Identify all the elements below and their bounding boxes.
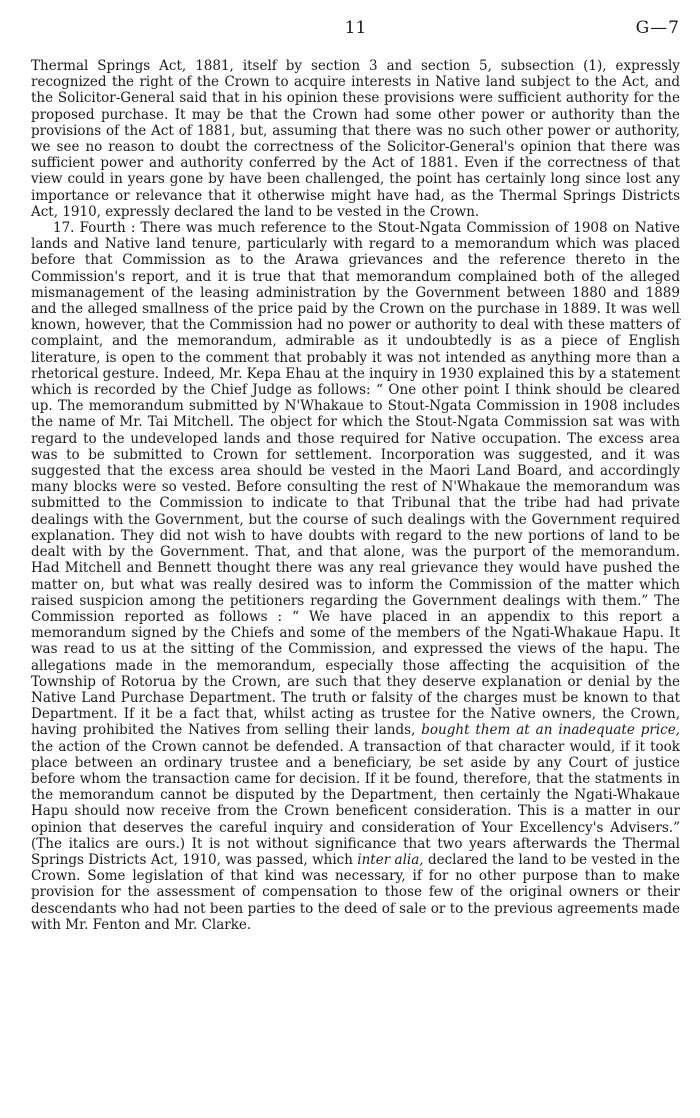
document-reference: G—7 — [635, 18, 680, 38]
paragraph-17-text-a: 17. Fourth : There was much reference to the Stout-Ngata Commission of 1908 on Native lands and Native land tenure, particularly with regard to a memorandum which was placed before that Commission as to the Arawa grievances and the reference thereto in the Commission's report, and it is true that that memorandum complained both of the alleged mismanagement of the leasing administration by the Government between 1880 and 1889 and the alleged smallness of the price paid by the Crown on the purchase in 1889. It was well known, however, that the Commission had no power or authority to deal with these matters of complaint, and the memorandum, admirable as it undoubtedly is as a piece of English literature, is open to the comment that probably it was not intended as anything more than a rhetorical gesture. Indeed, Mr. Kepa Ehau at the inquiry in 1930 explained this by a statement which is recorded by the Chief Judge as follows: “ One other point I think should be cleared up. The memorandum submitted by N'Whakaue to Stout-Ngata Commission in 1908 includes the name of Mr. Tai Mitchell. The object for which the Stout-Ngata Commission sat was with regard to the undeveloped lands and those required for Native occupation. The excess area was to be submitted to Crown for settlement. Incorporation was suggested, and it was suggested that the excess area should be vested in the Maori Land Board, and accordingly many blocks were so vested. Before consulting the rest of N'Whakaue the memorandum was submitted to the Commission to indicate to that Tribunal that the tribe had had private dealings with the Government, but the course of such dealings with the Government required explanation. They did not wish to have doubts with regard to the new portions of land to be dealt with by the Government. That, and that alone, was the purport of the memorandum. Had Mitchell and Bennett thought there was any real grievance they would have pushed the matter on, but what was really desired was to inform the Commission of the matter which raised suspicion among the petitioners regarding the Government dealings with them.” The Commission reported as follows : “ We have placed in an appendix to this report a memorandum signed by the Chiefs and some of the members of the Ngati-Whakaue Hapu. It was read to us at the sitting of the Commission, and expressed the views of the hapu. The allegations made in the memorandum, especially those affecting the acquisition of the Township of Rotorua by the Crown, are such that they deserve explanation or denial by the Native Land Purchase Department. The truth or falsity of the charges must be known to that Department. If it be a fact that, whilst acting as trustee for the Native owners, the Crown, having prohibited the Natives from selling their lands, — [31, 220, 680, 739]
italic-latin-phrase: inter alia, — [357, 851, 424, 868]
paragraph-continued: Thermal Springs Act, 1881, itself by section 3 and section 5, subsection (1), expressly recognized the right of the Crown to acquire interests in Native land subject to the Act, and the Solicitor-General said that in his opinion these provisions were sufficient authority for the proposed purchase. It may be that the Crown had some other power or authority than the provisions of the Act of 1881, but, assuming that there was no such other power or authority, we see no reason to doubt the correctness of the Solicitor-General's opinion that there was sufficient power and authority conferred by the Act of 1881. Even if the correctness of that view could in years gone by have been challenged, the point has certainly long since lost any importance or relevance that it otherwise might have had, as the Thermal Springs Districts Act, 1910, expressly declared the land to be vested in the Crown. — [31, 58, 680, 220]
paragraph-17-text-b: the action of the Crown cannot be defended. A transaction of that character would, if it took place between an ordinary trustee and a beneficiary, be set aside by any Court of justice before whom the transaction came for decision. If it be found, therefore, that the statments in the memorandum cannot be disputed by the Department, then certainly the Ngati-Whakaue Hapu should now receive from the Crown beneficent consideration. This is a matter in our opinion that deserves the careful inquiry and consideration of Your Excellency's Advisers.” (The italics are ours.) It is not without significance that two years afterwards the Thermal Springs Districts Act, 1910, was passed, which — [31, 738, 680, 868]
body-text — [31, 58, 680, 933]
page-header — [31, 18, 680, 42]
paragraph-17-text-c: declared the land to be vested in the Crown. Some legislation of that kind was necessary, if for no other purpose than to make provision for the assessment of compensation to those few of the original owners or their descendants who had not been parties to the deed of sale or to the previous agreements made with Mr. Fenton and Mr. Clarke. — [31, 851, 680, 933]
page-number: 11 — [344, 18, 367, 38]
italic-phrase: bought them at an inadequate price, — [421, 722, 680, 739]
paragraph-17 — [31, 220, 680, 933]
